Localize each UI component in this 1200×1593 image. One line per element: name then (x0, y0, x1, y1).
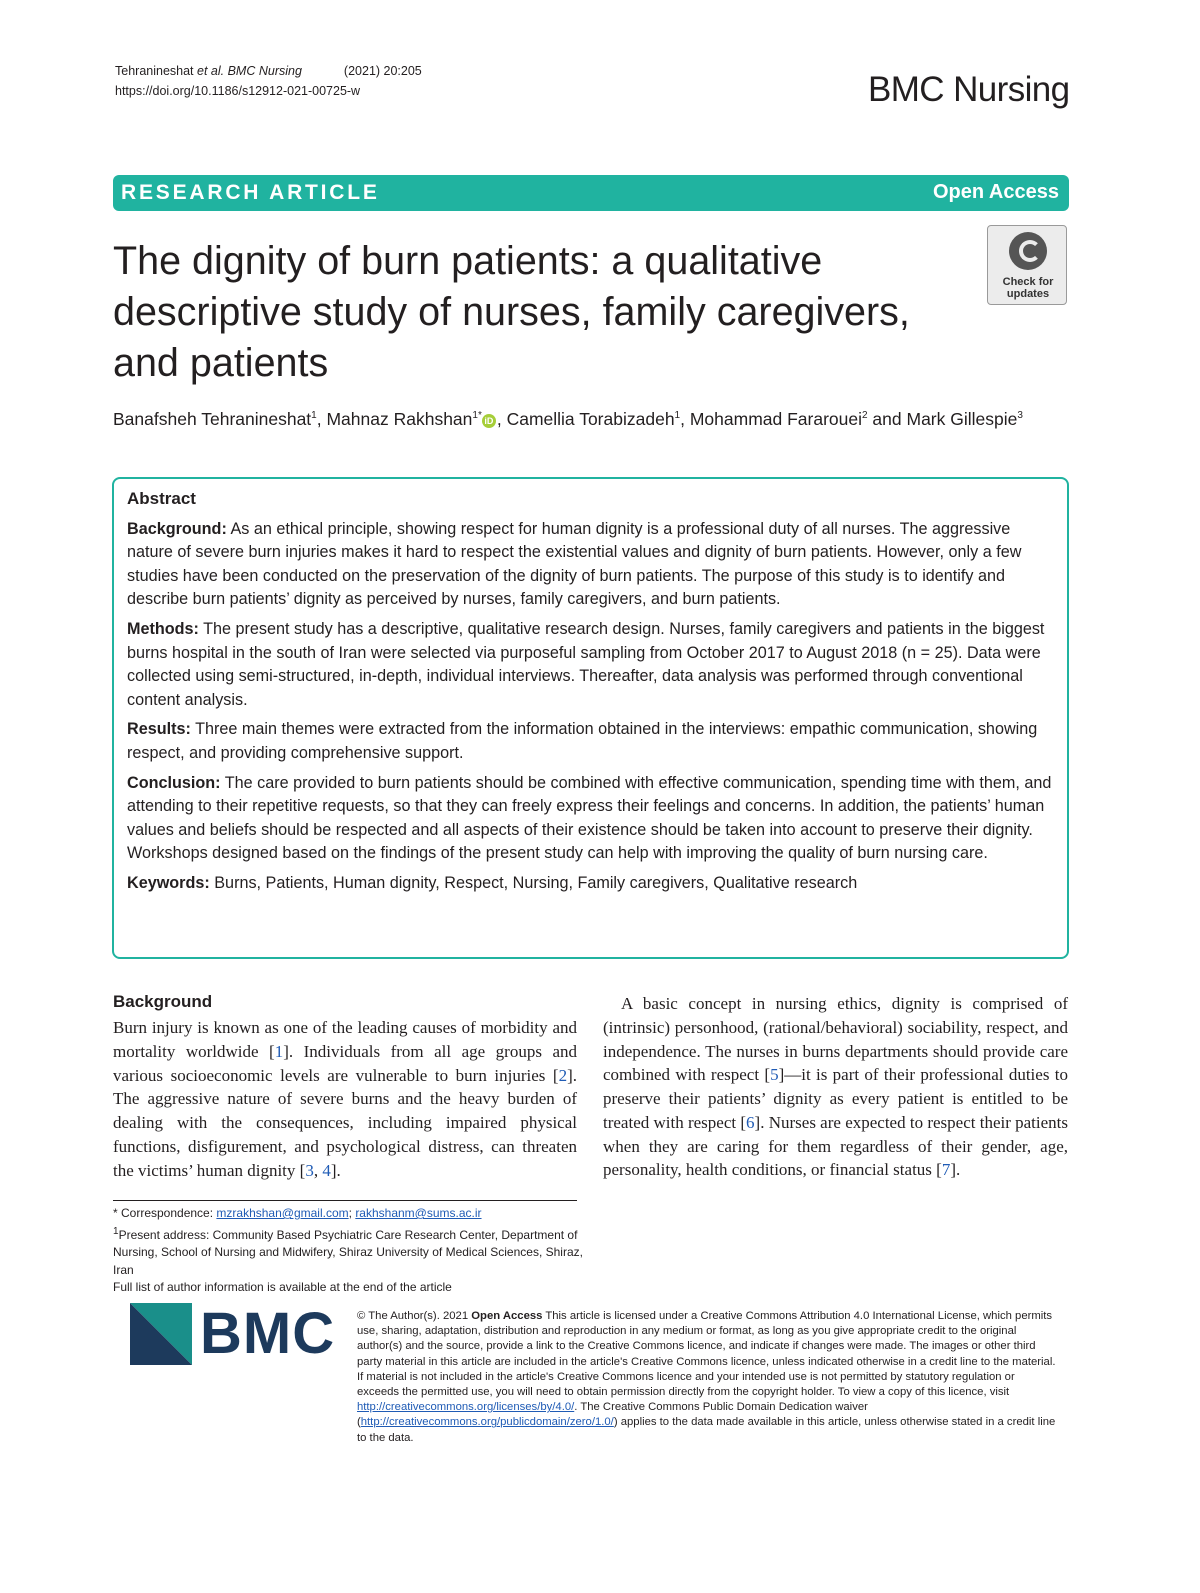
license-body: This article is licensed under a Creative Commons Attribution 4.0 International License, which permits use, sharing, adaptation, distribution and reproduction in any medium or format, as long as you give appropriate credit to the original author(s) and the source, provide a link to the Creative Commons licence, and indicate if changes were made. The images or other third party material in this article are included in the article's Creative Commons licence, unless indicated otherwise in a credit line to the material. If material is not included in the article's Creative Commons licence and your intended use is not permitted by statutory regulation or exceeds the permitted use, you will need to obtain permission directly from the copyright holder. To view a copy of this licence, visit (357, 1310, 1056, 1399)
author-name: Banafsheh Tehranineshat (113, 409, 312, 429)
citation-year: (2021) 20:205 (343, 64, 422, 78)
author-name: Mohammad Fararouei (689, 409, 862, 429)
citation-link[interactable]: 4 (322, 1160, 331, 1180)
abstract-background-label: Background: (127, 519, 227, 538)
license-body: . The Creative Commons Public Domain Dedication waiver ( (357, 1401, 868, 1429)
abstract-box (112, 477, 1069, 959)
author-info-note: Full list of author information is available at the end of the article (113, 1280, 452, 1294)
citation-link[interactable]: 5 (770, 1065, 779, 1085)
body-right-column (603, 992, 1068, 1182)
present-address (113, 1223, 583, 1280)
correspondence-label: * Correspondence: (113, 1206, 217, 1220)
citation-link[interactable]: 7 (941, 1160, 951, 1180)
citation-link[interactable]: 1 (274, 1041, 284, 1061)
abstract-methods-text: The present study has a descriptive, qualitative research design. Nurses, family caregivers and patients in the biggest burns hospital in the south of Iran were selected via purposeful sampling from October 2017 to August 2018 (n = 25). Data were collected using semi-structured, in-depth, individual interviews. Thereafter, data analysis was performed through conventional content analysis. (127, 619, 1045, 709)
author-name: Mahnaz Rakhshan (326, 409, 473, 429)
present-address-text: Present address: Community Based Psychiatric Care Research Center, Department of Nursing, School of Nursing and Midwifery, Shiraz University of Medical Sciences, Shiraz, Iran (113, 1227, 583, 1277)
crossmark-label (988, 276, 1068, 300)
author-list (113, 409, 1023, 430)
footnote-divider (113, 1200, 577, 1201)
abstract-conclusion (127, 772, 1052, 866)
bmc-logo (130, 1301, 336, 1367)
abstract-results-label: Results: (127, 720, 191, 739)
author-separator: , (680, 409, 690, 429)
abstract-background-text: As an ethical principle, showing respect for human dignity is a professional duty of all nurses. The aggressive nature of severe burn injuries makes it hard to respect the existential values and dignity of burn patients. However, only a few studies have been conducted on the preservation of the dignity of burn patients. The purpose of this study is to identify and describe burn patients’ dignity as perceived by nurses, family caregivers, and burn patients. (127, 519, 1022, 609)
journal-name: BMC Nursing (868, 70, 1070, 109)
email-link[interactable]: mzrakhshan@gmail.com (216, 1206, 349, 1220)
abstract-methods (127, 618, 1052, 712)
abstract-keywords-text: Burns, Patients, Human dignity, Respect, Nursing, Family caregivers, Qualitative research (209, 873, 858, 892)
article-title: The dignity of burn patients: a qualitative descriptive study of nurses, family caregivers, and patients (113, 239, 910, 385)
body-text: ]. Nurses are expected to respect their patients when they are caring for them regardless of their gender, age, personality, health conditions, or financial status [ (603, 1112, 1069, 1180)
body-text: , (313, 1160, 323, 1180)
footnotes (113, 1205, 583, 1297)
abstract-background (127, 518, 1052, 612)
author-name: Mark Gillespie (906, 409, 1018, 429)
public-domain-link[interactable]: http://creativecommons.org/publicdomain/zero/1.0/ (360, 1416, 614, 1429)
citation-line (115, 64, 422, 78)
section-heading: Background (113, 992, 213, 1011)
author-name: Camellia Torabizadeh (506, 409, 675, 429)
body-text: ]. Individuals from all age groups and various socioeconomic levels are vulnerable to burn injuries [ (113, 1041, 577, 1085)
body-paragraph-2 (603, 992, 1068, 1182)
author-separator: and (867, 409, 907, 429)
body-left-column (113, 992, 577, 1182)
body-text: ]. The aggressive nature of severe burns and the heavy burden of dealing with the consequences, including impaired physical functions, disfigurement, and psychological distress, can threaten the victims’ human dignity [ (113, 1065, 577, 1180)
body-text: ]—it is part of their professional duties to preserve their patients’ dignity as every patient is entitled to be treated with respect [ (603, 1065, 1068, 1132)
check-for-updates-button[interactable] (987, 225, 1067, 305)
abstract-keywords-label: Keywords: (127, 873, 210, 892)
article-type-label: RESEARCH ARTICLE (121, 181, 380, 204)
article-type-banner (113, 175, 1069, 211)
license-open-access: Open Access (471, 1310, 543, 1322)
body-text: Burn injury is known as one of the leading causes of morbidity and mortality worldwide [ (113, 1018, 577, 1061)
doi-link[interactable]: https://doi.org/10.1186/s12912-021-00725-w (115, 84, 361, 98)
orcid-icon[interactable]: iD (482, 414, 496, 428)
abstract-results-text: Three main themes were extracted from the information obtained in the interviews: empathic communication, showing respect, and providing comprehensive support. (127, 720, 1038, 762)
citation-authors: Tehranineshat (115, 64, 198, 78)
citation-link[interactable]: 3 (305, 1160, 314, 1180)
license-link[interactable]: http://creativecommons.org/licenses/by/4.0/ (357, 1401, 575, 1414)
abstract-heading: Abstract (127, 489, 196, 508)
abstract-conclusion-text: The care provided to burn patients should be combined with effective communication, spending time with them, and attending to their repetitive requests, so that they can freely express their feelings and concerns. In addition, the patients’ human values and beliefs should be respected and all aspects of their existence should be taken into account to preserve their dignity. Workshops designed based on the findings of the present study can help with improving the quality of burn nursing care. (127, 773, 1052, 863)
license-text (357, 1309, 1057, 1446)
abstract-methods-label: Methods: (127, 619, 199, 638)
citation-link[interactable]: 6 (746, 1112, 755, 1132)
abstract-conclusion-label: Conclusion: (127, 773, 221, 792)
author-separator: , (316, 409, 327, 429)
crossmark-label-line2: updates (1006, 288, 1050, 300)
correspondence (113, 1205, 583, 1223)
author-affiliation: 2 (862, 410, 868, 422)
author-affiliation: 1 (311, 410, 317, 422)
open-access-label: Open Access (933, 181, 1059, 203)
bmc-logo-wordmark: BMC (200, 1301, 336, 1366)
author-affiliation: 3 (1017, 410, 1023, 422)
license-body: ) applies to the data made available in this article, unless otherwise stated in a credit line to the data. (357, 1416, 1056, 1444)
license-copyright: © The Author(s). 2021 (357, 1310, 472, 1322)
abstract-results (127, 718, 1052, 765)
bmc-logo-mark-icon (130, 1303, 196, 1367)
crossmark-label-line1: Check for (1002, 276, 1054, 288)
author-affiliation: 1* (472, 410, 482, 422)
body-text: A basic concept in nursing ethics, dignity is comprised of (intrinsic) personhood, (rational/behavioral) sociability, respect, and independence. The nurses in burns departments should provide care combined with respect [ (603, 994, 1068, 1085)
body-text: ]. (330, 1160, 341, 1180)
citation-link[interactable]: 2 (558, 1065, 568, 1085)
citation-journal: et al. BMC Nursing (197, 64, 302, 78)
email-separator: ; (348, 1206, 356, 1220)
author-affiliation: 1 (674, 410, 681, 422)
body-paragraph-1 (113, 1016, 577, 1182)
crossmark-icon (1009, 232, 1047, 270)
license-notice (357, 1309, 1057, 1446)
author-separator: , (496, 409, 507, 429)
present-address-sup: 1 (113, 1225, 119, 1237)
abstract-keywords (127, 872, 1052, 896)
body-text: ]. (950, 1160, 961, 1180)
email-link[interactable]: rakhshanm@sums.ac.ir (355, 1206, 482, 1220)
